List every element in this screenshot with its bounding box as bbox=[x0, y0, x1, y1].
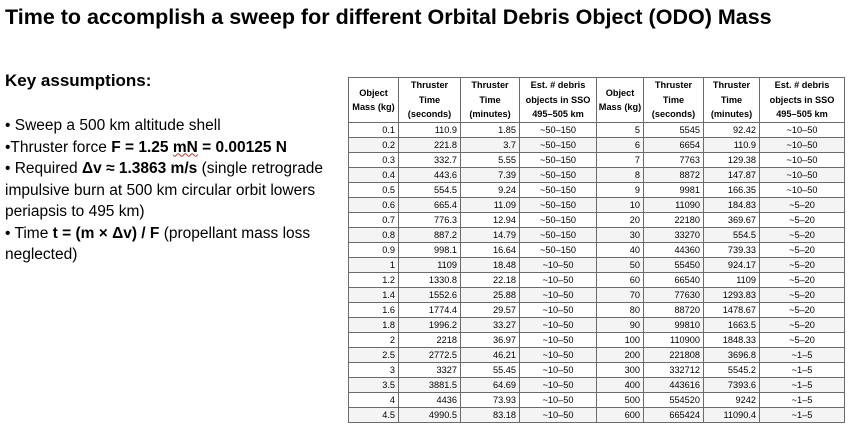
table-cell: ~5–20 bbox=[760, 243, 845, 258]
table-row bbox=[349, 138, 845, 153]
table-row bbox=[349, 198, 845, 213]
table-cell: 4.5 bbox=[349, 408, 399, 423]
table-cell: ~50–150 bbox=[520, 168, 597, 183]
table-cell: ~10–50 bbox=[520, 288, 597, 303]
table-cell: 3696.8 bbox=[704, 348, 760, 363]
table-cell: ~10–50 bbox=[760, 168, 845, 183]
table-row bbox=[349, 408, 845, 423]
table-cell: 40 bbox=[597, 243, 644, 258]
table-cell: 739.33 bbox=[704, 243, 760, 258]
table-row bbox=[349, 348, 845, 363]
table-cell: 221.8 bbox=[399, 138, 461, 153]
table-cell: 3327 bbox=[399, 363, 461, 378]
table-cell: 5.55 bbox=[461, 153, 520, 168]
table-cell: 6 bbox=[597, 138, 644, 153]
table-row bbox=[349, 168, 845, 183]
table-cell: ~5–20 bbox=[760, 198, 845, 213]
table-row bbox=[349, 273, 845, 288]
column-header bbox=[597, 78, 644, 123]
table-cell: 129.38 bbox=[704, 153, 760, 168]
table-cell: ~1–5 bbox=[760, 363, 845, 378]
table-cell: 77630 bbox=[644, 288, 704, 303]
assumption-time-note: (propellant mass loss neglected) bbox=[5, 224, 311, 263]
table-cell: ~10–50 bbox=[760, 123, 845, 138]
table-cell: ~5–20 bbox=[760, 213, 845, 228]
table-cell: 0.8 bbox=[349, 228, 399, 243]
table-cell: ~5–20 bbox=[760, 303, 845, 318]
table-cell: 665424 bbox=[644, 408, 704, 423]
table-cell: ~10–50 bbox=[520, 378, 597, 393]
assumption-force-unit: mN bbox=[172, 138, 198, 156]
assumption-delta-v bbox=[5, 158, 340, 223]
column-header-line: Mass (kg) bbox=[598, 102, 642, 112]
table-cell: 998.1 bbox=[399, 243, 461, 258]
table-cell: ~10–50 bbox=[520, 393, 597, 408]
table-cell: 4436 bbox=[399, 393, 461, 408]
column-header-line: 495–505 km bbox=[532, 109, 584, 120]
table-cell: 50 bbox=[597, 258, 644, 273]
assumption-time-formula-value: t = (m × Δv) / F bbox=[52, 224, 160, 242]
table-cell: 0.4 bbox=[349, 168, 399, 183]
column-header-line: Thruster bbox=[471, 80, 509, 91]
column-header-line: Object bbox=[359, 87, 388, 98]
table-cell: 369.67 bbox=[704, 213, 760, 228]
table-cell: 443.6 bbox=[399, 168, 461, 183]
table-row bbox=[349, 153, 845, 168]
table-cell: 30 bbox=[597, 228, 644, 243]
table-cell: ~1–5 bbox=[760, 348, 845, 363]
table-cell: 3 bbox=[349, 363, 399, 378]
table-cell: ~50–150 bbox=[520, 153, 597, 168]
column-header-line: Est. # debris bbox=[530, 80, 586, 91]
key-assumptions-heading: Key assumptions: bbox=[5, 71, 152, 90]
table-cell: 332.7 bbox=[399, 153, 461, 168]
assumption-dv-note: (single retrograde impulsive burn at 500 km circular orbit lowers periapsis to 495 km) bbox=[5, 160, 324, 220]
table-row bbox=[349, 363, 845, 378]
table-row bbox=[349, 258, 845, 273]
table-cell: 33270 bbox=[644, 228, 704, 243]
table-cell: ~50–150 bbox=[520, 183, 597, 198]
table-row bbox=[349, 243, 845, 258]
table-cell: 0.6 bbox=[349, 198, 399, 213]
table-cell: 0.3 bbox=[349, 153, 399, 168]
column-header-line: objects in SSO bbox=[769, 94, 835, 105]
table-row bbox=[349, 123, 845, 138]
table-cell: 443616 bbox=[644, 378, 704, 393]
table-cell: 25.88 bbox=[461, 288, 520, 303]
table-cell: ~50–150 bbox=[520, 213, 597, 228]
table-cell: 7393.6 bbox=[704, 378, 760, 393]
column-header bbox=[704, 78, 760, 123]
table-cell: 1.4 bbox=[349, 288, 399, 303]
table-cell: 1293.83 bbox=[704, 288, 760, 303]
table-cell: 0.5 bbox=[349, 183, 399, 198]
assumption-force-label: •Thruster force bbox=[5, 138, 112, 156]
sweep-time-table bbox=[348, 77, 845, 423]
table-cell: 6654 bbox=[644, 138, 704, 153]
table-cell: 92.42 bbox=[704, 123, 760, 138]
table-cell: 166.35 bbox=[704, 183, 760, 198]
table-cell: 1552.6 bbox=[399, 288, 461, 303]
table-cell: 14.79 bbox=[461, 228, 520, 243]
table-row bbox=[349, 393, 845, 408]
table-cell: 1109 bbox=[704, 273, 760, 288]
assumption-force-value-a: F = 1.25 bbox=[111, 138, 173, 156]
table-cell: 33.27 bbox=[461, 318, 520, 333]
table-cell: ~50–150 bbox=[520, 123, 597, 138]
table-cell: 88720 bbox=[644, 303, 704, 318]
table-cell: 44360 bbox=[644, 243, 704, 258]
assumption-thruster-force bbox=[5, 137, 340, 159]
table-cell: ~5–20 bbox=[760, 288, 845, 303]
table-cell: ~10–50 bbox=[520, 318, 597, 333]
table-cell: 11090.4 bbox=[704, 408, 760, 423]
table-cell: 110900 bbox=[644, 333, 704, 348]
table-cell: 4 bbox=[349, 393, 399, 408]
column-header-line: Est. # debris bbox=[774, 80, 830, 91]
table-row bbox=[349, 303, 845, 318]
assumption-time-label: • Time bbox=[5, 224, 53, 242]
assumption-sweep-text: • Sweep a 500 km altitude shell bbox=[5, 117, 221, 134]
table-cell: ~5–20 bbox=[760, 333, 845, 348]
table-cell: ~10–50 bbox=[760, 138, 845, 153]
table-cell: ~10–50 bbox=[520, 273, 597, 288]
table-cell: ~10–50 bbox=[520, 258, 597, 273]
table-cell: ~10–50 bbox=[760, 153, 845, 168]
table-cell: 221808 bbox=[644, 348, 704, 363]
table-cell: 10 bbox=[597, 198, 644, 213]
table-cell: 9.24 bbox=[461, 183, 520, 198]
table-cell: ~5–20 bbox=[760, 228, 845, 243]
table-cell: 29.57 bbox=[461, 303, 520, 318]
table-header bbox=[349, 78, 845, 123]
table-cell: 22.18 bbox=[461, 273, 520, 288]
assumption-time-formula bbox=[5, 223, 340, 266]
table-cell: 7763 bbox=[644, 153, 704, 168]
assumption-dv-label: • Required bbox=[5, 160, 82, 177]
column-header-line: objects in SSO bbox=[525, 94, 591, 105]
table-cell: 147.87 bbox=[704, 168, 760, 183]
column-header-line: (seconds) bbox=[651, 109, 696, 120]
table-cell: 7.39 bbox=[461, 168, 520, 183]
column-header-line: Mass (kg) bbox=[352, 102, 395, 112]
table-cell: ~10–50 bbox=[520, 363, 597, 378]
column-header-line: Time bbox=[720, 94, 743, 105]
table-cell: 1848.33 bbox=[704, 333, 760, 348]
table-cell: 1.85 bbox=[461, 123, 520, 138]
table-cell: ~10–50 bbox=[760, 183, 845, 198]
column-header bbox=[520, 78, 597, 123]
table-cell: 1663.5 bbox=[704, 318, 760, 333]
table-cell: ~1–5 bbox=[760, 378, 845, 393]
table-cell: 924.17 bbox=[704, 258, 760, 273]
table-cell: 887.2 bbox=[399, 228, 461, 243]
column-header-line: Time bbox=[418, 94, 441, 105]
table-cell: 2772.5 bbox=[399, 348, 461, 363]
table-cell: 0.1 bbox=[349, 123, 399, 138]
table-cell: 22180 bbox=[644, 213, 704, 228]
table-cell: ~50–150 bbox=[520, 198, 597, 213]
table-cell: 2218 bbox=[399, 333, 461, 348]
table-cell: 110.9 bbox=[704, 138, 760, 153]
table-cell: 90 bbox=[597, 318, 644, 333]
column-header-line: Time bbox=[479, 94, 501, 105]
table-cell: 1 bbox=[349, 258, 399, 273]
column-header-line: (minutes) bbox=[469, 109, 511, 120]
assumption-sweep bbox=[5, 115, 340, 137]
table-cell: 60 bbox=[597, 273, 644, 288]
table-row bbox=[349, 378, 845, 393]
table-body bbox=[349, 123, 845, 423]
table-cell: 0.9 bbox=[349, 243, 399, 258]
table-cell: 1.8 bbox=[349, 318, 399, 333]
table-cell: ~10–50 bbox=[520, 333, 597, 348]
table-header-row bbox=[349, 78, 845, 123]
column-header bbox=[349, 78, 399, 123]
table-cell: ~1–5 bbox=[760, 393, 845, 408]
table-cell: 3.7 bbox=[461, 138, 520, 153]
table-row bbox=[349, 318, 845, 333]
table-cell: 554520 bbox=[644, 393, 704, 408]
table-cell: 80 bbox=[597, 303, 644, 318]
table-cell: 400 bbox=[597, 378, 644, 393]
table-row bbox=[349, 228, 845, 243]
column-header-line: 495–505 km bbox=[776, 109, 828, 120]
table-cell: 9 bbox=[597, 183, 644, 198]
table-cell: 73.93 bbox=[461, 393, 520, 408]
table-cell: 55450 bbox=[644, 258, 704, 273]
table-cell: 600 bbox=[597, 408, 644, 423]
table-cell: 1478.67 bbox=[704, 303, 760, 318]
table-cell: 1.2 bbox=[349, 273, 399, 288]
table-cell: 18.48 bbox=[461, 258, 520, 273]
table-cell: 2.5 bbox=[349, 348, 399, 363]
column-header-line: Time bbox=[662, 94, 685, 105]
table-cell: 500 bbox=[597, 393, 644, 408]
table-cell: 9981 bbox=[644, 183, 704, 198]
table-cell: 12.94 bbox=[461, 213, 520, 228]
column-header-line: Thruster bbox=[410, 80, 449, 91]
table-cell: 8872 bbox=[644, 168, 704, 183]
table-cell: 1.6 bbox=[349, 303, 399, 318]
sweep-time-table-container bbox=[348, 77, 844, 423]
table-cell: 665.4 bbox=[399, 198, 461, 213]
table-cell: 20 bbox=[597, 213, 644, 228]
table-cell: 554.5 bbox=[399, 183, 461, 198]
table-row bbox=[349, 288, 845, 303]
table-cell: 300 bbox=[597, 363, 644, 378]
table-cell: 64.69 bbox=[461, 378, 520, 393]
table-cell: 554.5 bbox=[704, 228, 760, 243]
table-cell: 110.9 bbox=[399, 123, 461, 138]
table-cell: ~50–150 bbox=[520, 243, 597, 258]
table-cell: ~1–5 bbox=[760, 408, 845, 423]
table-cell: 776.3 bbox=[399, 213, 461, 228]
table-cell: 1109 bbox=[399, 258, 461, 273]
column-header-line: (minutes) bbox=[710, 109, 753, 120]
table-cell: 5545.2 bbox=[704, 363, 760, 378]
table-cell: 5545 bbox=[644, 123, 704, 138]
table-cell: 332712 bbox=[644, 363, 704, 378]
table-cell: 8 bbox=[597, 168, 644, 183]
table-cell: 99810 bbox=[644, 318, 704, 333]
table-cell: 70 bbox=[597, 288, 644, 303]
table-cell: ~10–50 bbox=[520, 303, 597, 318]
assumption-force-value-b: = 0.00125 N bbox=[197, 138, 288, 156]
table-cell: 1330.8 bbox=[399, 273, 461, 288]
column-header-line: Object bbox=[605, 87, 635, 98]
table-cell: 0.7 bbox=[349, 213, 399, 228]
table-cell: 1774.4 bbox=[399, 303, 461, 318]
table-cell: ~50–150 bbox=[520, 228, 597, 243]
column-header bbox=[461, 78, 520, 123]
assumption-dv-value: Δv ≈ 1.3863 m/s bbox=[81, 160, 198, 177]
page-title: Time to accomplish a sweep for different Orbital Debris Object (ODO) Mass bbox=[5, 5, 772, 29]
table-row bbox=[349, 213, 845, 228]
table-cell: 100 bbox=[597, 333, 644, 348]
table-cell: ~5–20 bbox=[760, 318, 845, 333]
table-cell: 1996.2 bbox=[399, 318, 461, 333]
table-cell: 46.21 bbox=[461, 348, 520, 363]
table-cell: 5 bbox=[597, 123, 644, 138]
table-cell: 2 bbox=[349, 333, 399, 348]
table-row bbox=[349, 333, 845, 348]
table-cell: ~5–20 bbox=[760, 258, 845, 273]
table-row bbox=[349, 183, 845, 198]
table-cell: 55.45 bbox=[461, 363, 520, 378]
column-header bbox=[644, 78, 704, 123]
column-header bbox=[399, 78, 461, 123]
column-header-line: Thruster bbox=[712, 80, 751, 91]
table-cell: 7 bbox=[597, 153, 644, 168]
table-cell: 3881.5 bbox=[399, 378, 461, 393]
table-cell: 0.2 bbox=[349, 138, 399, 153]
table-cell: 184.83 bbox=[704, 198, 760, 213]
table-cell: ~10–50 bbox=[520, 408, 597, 423]
table-cell: ~5–20 bbox=[760, 273, 845, 288]
table-cell: 9242 bbox=[704, 393, 760, 408]
table-cell: 36.97 bbox=[461, 333, 520, 348]
table-cell: 16.64 bbox=[461, 243, 520, 258]
table-cell: 11090 bbox=[644, 198, 704, 213]
table-cell: 83.18 bbox=[461, 408, 520, 423]
column-header-line: Thruster bbox=[654, 80, 693, 91]
table-cell: 3.5 bbox=[349, 378, 399, 393]
table-cell: ~50–150 bbox=[520, 138, 597, 153]
table-cell: 11.09 bbox=[461, 198, 520, 213]
table-cell: ~10–50 bbox=[520, 348, 597, 363]
table-cell: 4990.5 bbox=[399, 408, 461, 423]
assumptions-list bbox=[5, 115, 340, 266]
table-cell: 66540 bbox=[644, 273, 704, 288]
column-header-line: (seconds) bbox=[407, 109, 452, 120]
table-cell: 200 bbox=[597, 348, 644, 363]
column-header bbox=[760, 78, 845, 123]
